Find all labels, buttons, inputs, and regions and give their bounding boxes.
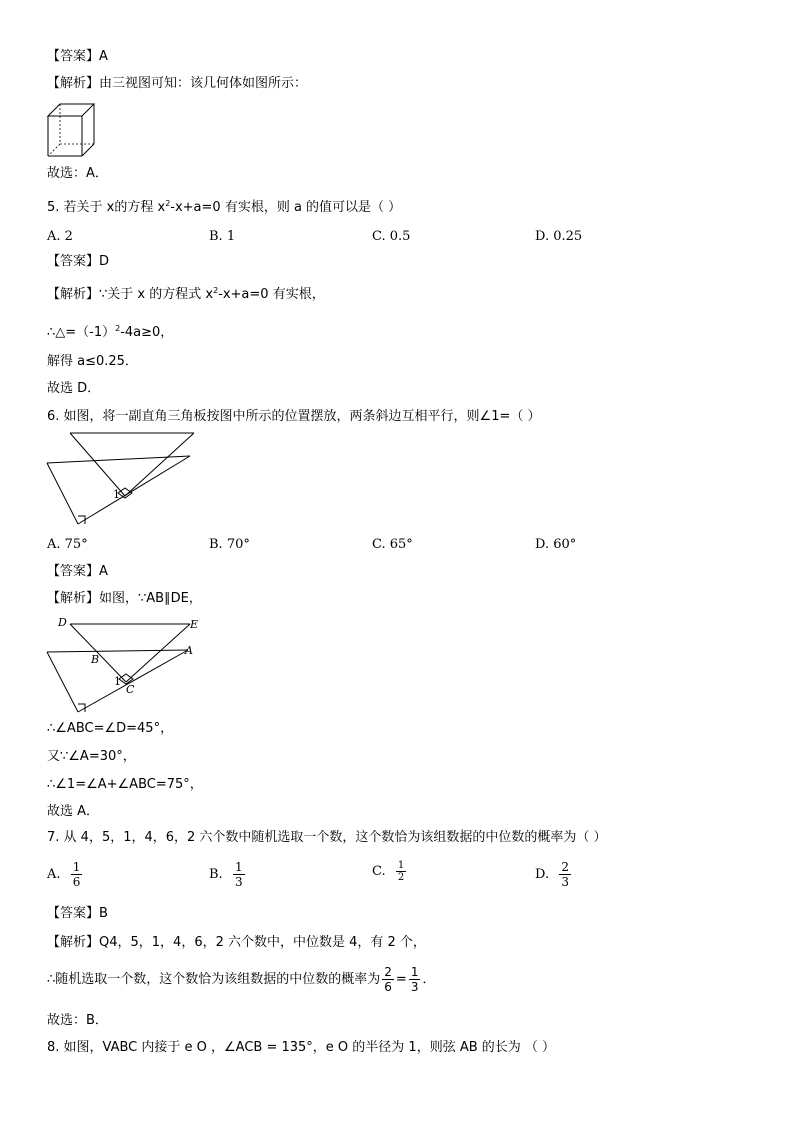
q7-option-b: B. $\frac{1}{3}$ [209,860,243,889]
q5-stem: 5. 若关于 x的方程 $x^2-x+a=0$ 有实根，则 a 的值可以是（ ） [47,199,402,215]
q6-step1: ∴∠ABC=∠D=45°， [47,721,174,736]
q6-option-d: D. 60° [535,537,577,552]
q4-conclusion: 故选：A． [47,166,108,181]
q6-option-c: C. 65° [372,537,413,552]
q7-answer: 【答案】B [47,906,108,921]
q6-option-a: A. 75° [47,537,88,552]
q6-label-e: E [190,618,199,631]
q6-label-c: C [126,683,135,696]
q5-option-d: D. 0.25 [535,229,583,244]
q4-analysis: 【解析】由三视图可知：该几何体如图所示： [47,76,308,91]
q4-prism-figure [46,100,96,158]
q5-step1: $\therefore\triangle=(-1)^2-4a\ge 0$， [47,324,174,340]
q7-option-d: D. $\frac{2}{3}$ [535,860,569,889]
q5-option-a: A. 2 [47,229,73,244]
q7-option-a: A. $\frac{1}{6}$ [47,860,81,889]
q6-analysis: 【解析】如图，∵AB∥DE， [47,591,202,606]
q7-option-c: C. $\frac{1}{2}$ [372,860,405,883]
q6-angle-label: 1 [113,488,120,501]
q7-analysis: 【解析】Q4，5，1，4，6，2 六个数中，中位数是 4，有 2 个， [47,935,426,950]
q6-label-1: 1 [114,675,121,688]
q6-label-a: A [185,644,193,657]
q8-stem: 8. 如图，VABC 内接于 e O ，∠ACB = 135°，e O 的半径为 1，则弦 AB 的长为 （ ） [47,1040,556,1055]
q6-label-d: D [58,616,67,629]
q6-conclusion: 故选 A． [47,804,100,819]
q6-step2: 又∵∠A=30°， [47,749,136,764]
q6-labeled-figure [46,616,206,714]
q6-step3: ∴∠1=∠A+∠ABC=75°， [47,777,203,792]
q6-option-b: B. 70° [209,537,250,552]
q5-analysis: 【解析】∵关于 x 的方程式 $x^2-x+a=0$ 有实根， [47,286,325,302]
q5-option-b: B. 1 [209,229,236,244]
q5-conclusion: 故选 D． [47,381,101,396]
q6-triangles-figure [46,432,196,528]
q6-stem: 6. 如图，将一副直角三角板按图中所示的位置摆放，两条斜边互相平行，则∠1=（ ） [47,409,541,424]
q7-step1: ∴随机选取一个数，这个数恰为该组数据的中位数的概率为 $\frac{2}{6}$ = $\frac{1}{3}$ ． [47,965,436,994]
q6-label-b: B [91,653,100,666]
q6-answer: 【答案】A [47,564,108,579]
q5-option-c: C. 0.5 [372,229,411,244]
q7-stem: 7. 从 4，5，1，4，6，2 六个数中随机选取一个数，这个数恰为该组数据的中位数的概率为（ ） [47,830,607,845]
q5-step2: 解得 a≤0.25． [47,354,138,369]
q7-conclusion: 故选：B． [47,1013,108,1028]
q4-answer: 【答案】A [47,49,108,64]
q5-answer: 【答案】D [47,254,110,269]
